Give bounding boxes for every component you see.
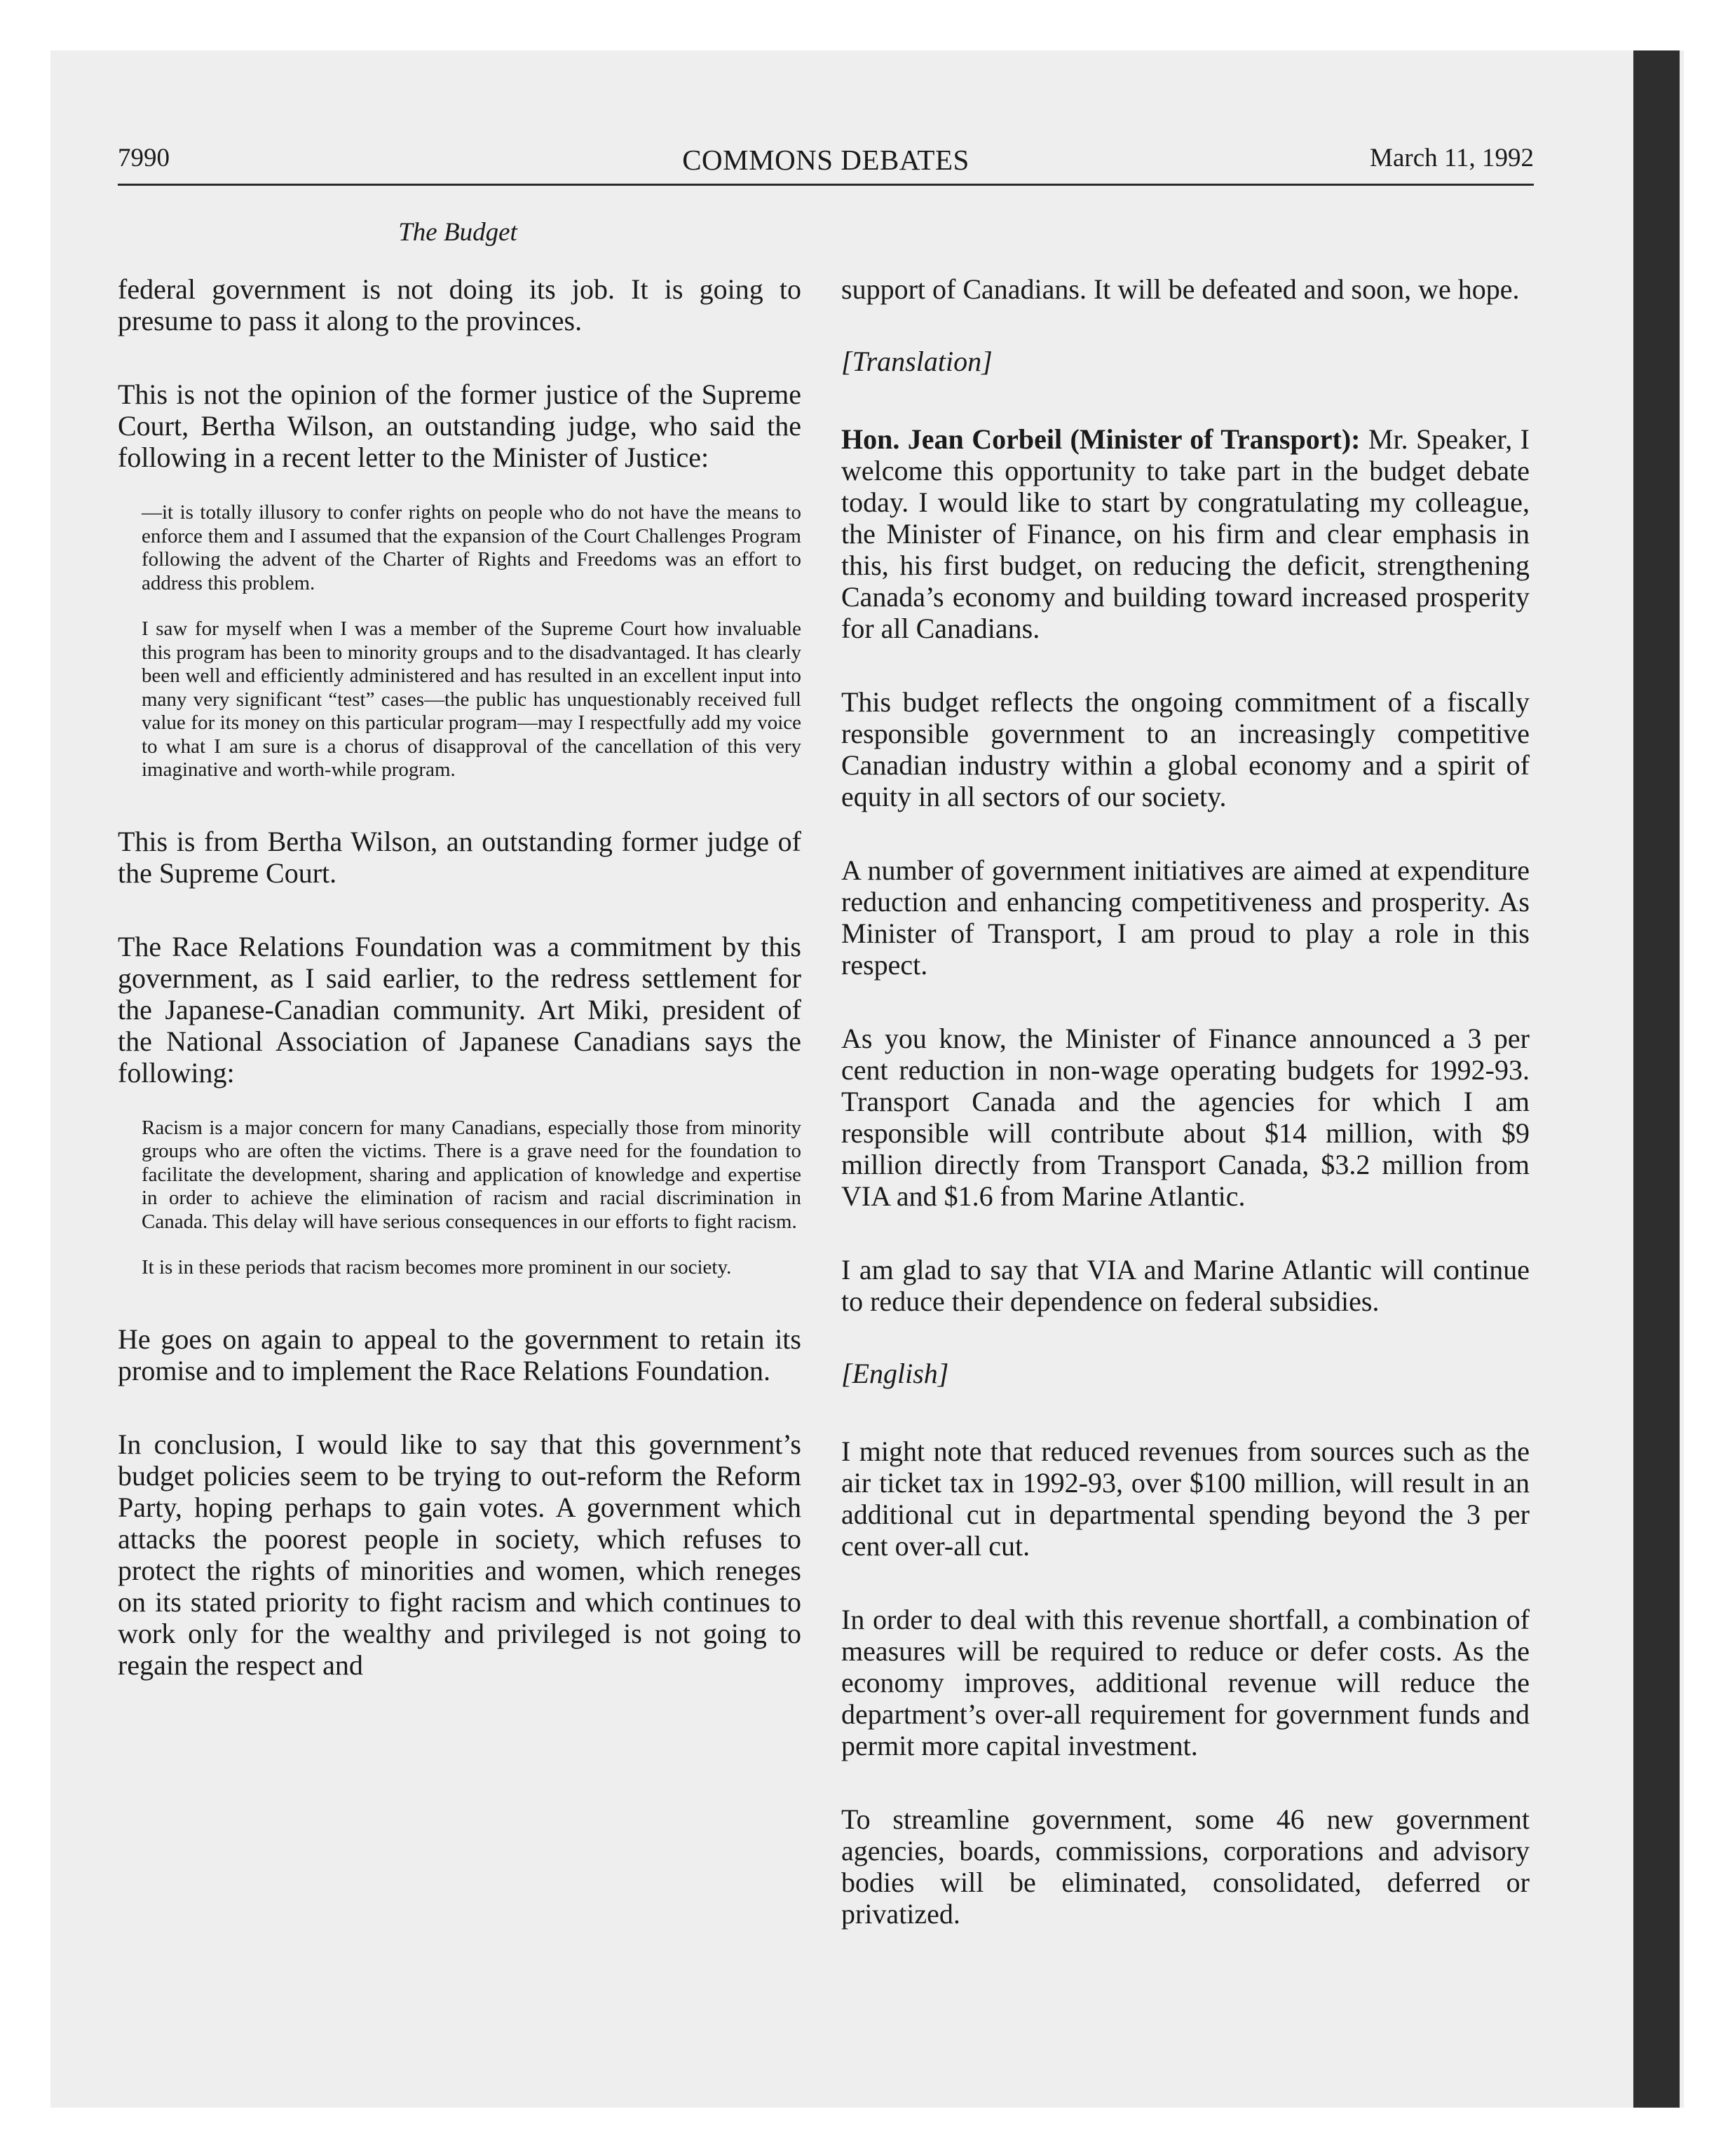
section-title: The Budget	[398, 218, 517, 247]
speech-text: Mr. Speaker, I welcome this opportunity to take part in the budget debate today. I would like to start by congratulating my colleague, the Minister of Finance, on his firm and clear emphasis in this, his first budget, on reducing the deficit, strengthening Canada’s economy and building toward increased prosperity for all Canadians.	[841, 423, 1530, 644]
paragraph: I am glad to say that VIA and Marine Atlantic will continue to reduce their dependence on federal subsidies.	[841, 1254, 1530, 1317]
publication-title: COMMONS DEBATES	[682, 144, 969, 176]
publication-date: March 11, 1992	[1370, 144, 1534, 172]
block-quote: Racism is a major concern for many Canadians, especially those from minority groups who are often the victims. There is a grave need for the foundation to facilitate the development, sharing and application of knowledge and expertise in order to achieve the elimination of racism and racial discrimination in Canada. This delay will have serious consequences in our efforts to fight racism.	[142, 1116, 801, 1233]
speaker-name: Hon. Jean Corbeil (Minister of Transport):	[841, 423, 1361, 455]
paragraph: In conclusion, I would like to say that this government’s budget policies seem to be trying to out-reform the Reform Party, hoping perhaps to gain votes. A government which attacks the poorest people in society, which refuses to protect the rights of minorities and women, which reneges on its stated priority to fight racism and which continues to work only for the wealthy and privileged is not going to regain the respect and	[118, 1428, 801, 1681]
paragraph: In order to deal with this revenue shortfall, a combination of measures will be required to reduce or defer costs. As the economy improves, additional revenue will reduce the department’s over-all requirement for government funds and permit more capital investment.	[841, 1604, 1530, 1761]
left-column	[118, 273, 801, 1681]
paragraph: federal government is not doing its job. It is going to presume to pass it along to the provinces.	[118, 273, 801, 336]
page-header	[118, 140, 1534, 186]
right-column	[841, 273, 1530, 1930]
paragraph	[841, 423, 1530, 644]
paragraph: A number of government initiatives are aimed at expenditure reduction and enhancing competitiveness and prosperity. As Minister of Transport, I am proud to play a role in this respect.	[841, 854, 1530, 981]
paragraph: He goes on again to appeal to the government to retain its promise and to implement the Race Relations Foundation.	[118, 1323, 801, 1386]
language-marker: [English]	[841, 1358, 949, 1389]
block-quote: —it is totally illusory to confer rights on people who do not have the means to enforce them and I assumed that the expansion of the Court Challenges Program following the advent of the Charter of Rights and Freedoms was an effort to address this problem.	[142, 501, 801, 594]
paragraph: This is from Bertha Wilson, an outstanding former judge of the Supreme Court.	[118, 825, 801, 889]
paragraph: I might note that reduced revenues from sources such as the air ticket tax in 1992-93, over $100 million, will result in an additional cut in departmental spending beyond the 3 per cent over-all cut.	[841, 1435, 1530, 1562]
paragraph: support of Canadians. It will be defeated and soon, we hope.	[841, 273, 1520, 305]
block-quote: I saw for myself when I was a member of the Supreme Court how invaluable this program has been to minority groups and to the disadvantaged. It has clearly been well and efficiently administered and has resulted in an excellent input into many very significant “test” cases—the public has unquestionably received full value for its money on this particular program—may I respectfully add my voice to what I am sure is a chorus of disapproval of the cancellation of this very imaginative and worth-while program.	[142, 618, 801, 781]
paragraph: As you know, the Minister of Finance announced a 3 per cent reduction in non-wage operating budgets for 1992-93. Transport Canada and the agencies for which I am responsible will contribute about $14 million, with $9 million directly from Transport Canada, $3.2 million from VIA and $1.6 from Marine Atlantic.	[841, 1023, 1530, 1212]
paragraph: To streamline government, some 46 new government agencies, boards, commissions, corporations and advisory bodies will be eliminated, consolidated, deferred or privatized.	[841, 1803, 1530, 1930]
language-marker: [Translation]	[841, 346, 993, 377]
paragraph: The Race Relations Foundation was a commitment by this government, as I said earlier, to the redress settlement for the Japanese-Canadian community. Art Miki, president of the National Association of Japanese Canadians says the following:	[118, 930, 801, 1089]
scan-edge-bar	[1633, 50, 1680, 2108]
paragraph: This is not the opinion of the former justice of the Supreme Court, Bertha Wilson, an outstanding judge, who said the following in a recent letter to the Minister of Justice:	[118, 378, 801, 473]
block-quote: It is in these periods that racism becomes more prominent in our society.	[142, 1256, 732, 1278]
paragraph: This budget reflects the ongoing commitment of a fiscally responsible government to an increasingly competitive Canadian industry within a global economy and a spirit of equity in all sectors of our society.	[841, 686, 1530, 812]
page-number: 7990	[118, 144, 170, 172]
